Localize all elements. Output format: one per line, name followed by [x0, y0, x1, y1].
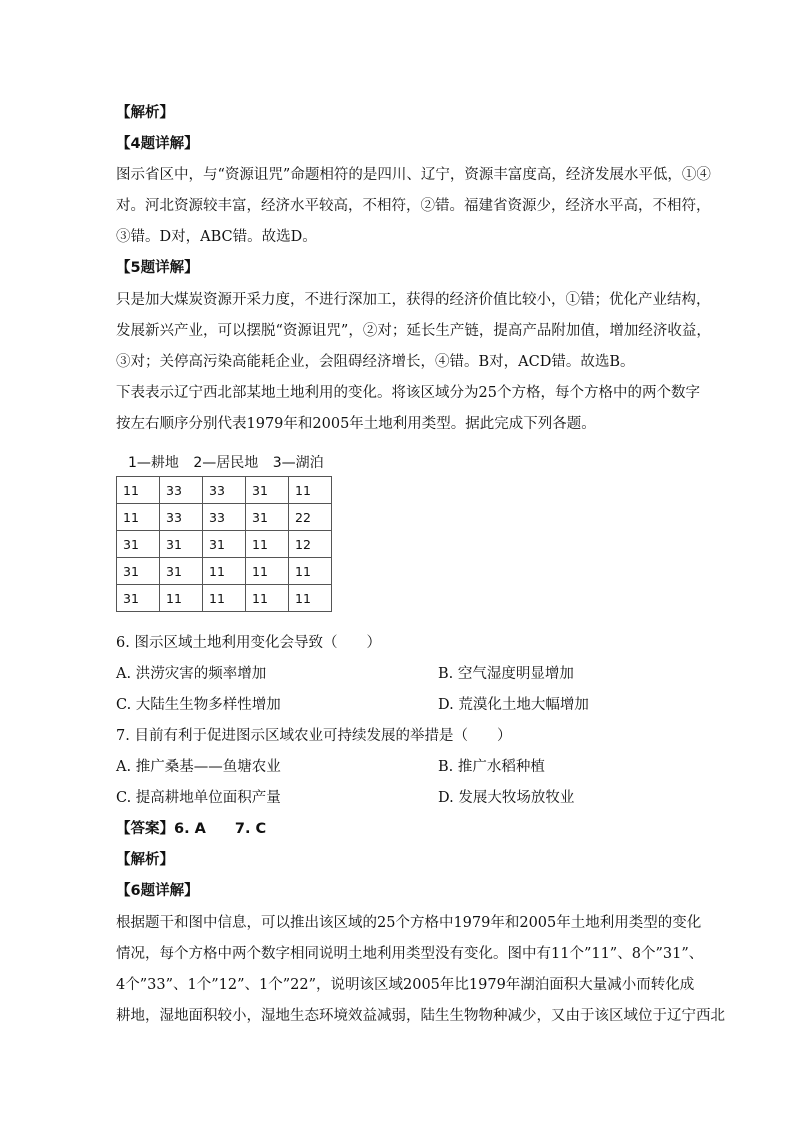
grid-cell: 31	[117, 531, 160, 558]
q6-text-line: 4个”33”、1个”12”、1个”22”，说明该区域2005年比1979年湖泊面积大量减小而转化成	[116, 977, 695, 993]
grid-cell: 33	[160, 477, 203, 504]
grid-row	[117, 477, 332, 504]
intro-line: 下表表示辽宁西北部某地土地利用的变化。将该区域分为25个方格，每个方格中的两个数字	[116, 385, 700, 401]
grid-cell: 11	[289, 558, 332, 585]
legend-item: 1—耕地	[128, 455, 179, 471]
q6-option-b: B. 空气湿度明显增加	[438, 666, 574, 682]
answer-line: 【答案】6. A 7. C	[116, 821, 267, 837]
q6-text-line: 根据题干和图中信息，可以推出该区域的25个方格中1979年和2005年土地利用类型的变化	[116, 915, 702, 931]
q4-text-line: 图示省区中，与“资源诅咒”命题相符的是四川、辽宁，资源丰富度高，经济发展水平低，①④	[116, 167, 711, 183]
q6-detail-heading: 【6题详解】	[116, 883, 199, 899]
grid-cell: 11	[160, 585, 203, 612]
grid-cell: 11	[117, 477, 160, 504]
grid-cell: 22	[289, 504, 332, 531]
grid-cell: 12	[289, 531, 332, 558]
q6-option-c: C. 大陆生生物多样性增加	[116, 697, 281, 713]
grid-row	[117, 504, 332, 531]
q5-detail-heading: 【5题详解】	[116, 260, 199, 276]
grid-row	[117, 585, 332, 612]
grid-row	[117, 558, 332, 585]
q4-text-line: ③错。D对，ABC错。故选D。	[116, 229, 317, 245]
q6-text-line: 耕地，湿地面积较小，湿地生态环境效益减弱，陆生生物物种减少，又由于该区域位于辽宁西北	[116, 1008, 725, 1024]
q5-text-line: 发展新兴产业，可以摆脱“资源诅咒”，②对；延长生产链，提高产品附加值，增加经济收益，	[116, 323, 711, 339]
analysis-heading: 【解析】	[116, 105, 174, 121]
grid-cell: 11	[203, 585, 246, 612]
q6-stem: 6. 图示区域土地利用变化会导致（ ）	[116, 635, 381, 651]
grid-cell: 33	[203, 504, 246, 531]
grid-legend	[128, 452, 334, 472]
grid-cell: 31	[117, 558, 160, 585]
grid-cell: 11	[246, 558, 289, 585]
analysis-heading-2: 【解析】	[116, 852, 174, 868]
grid-cell: 31	[160, 531, 203, 558]
land-use-grid	[116, 476, 332, 612]
legend-item: 3—湖泊	[272, 455, 324, 471]
q6-option-a: A. 洪涝灾害的频率增加	[116, 666, 267, 682]
grid-cell: 31	[246, 504, 289, 531]
q7-option-b: B. 推广水稻种植	[438, 759, 545, 775]
grid-cell: 33	[203, 477, 246, 504]
grid-row	[117, 531, 332, 558]
grid-cell: 31	[160, 558, 203, 585]
grid-cell: 11	[289, 477, 332, 504]
grid-cell: 11	[117, 504, 160, 531]
q7-option-a: A. 推广桑基——鱼塘农业	[116, 759, 281, 775]
grid-cell: 11	[246, 585, 289, 612]
grid-cell: 33	[160, 504, 203, 531]
legend-item: 2—居民地	[193, 455, 259, 471]
q6-text-line: 情况，每个方格中两个数字相同说明土地利用类型没有变化。图中有11个”11”、8个”31”、	[116, 946, 704, 962]
q4-text-line: 对。河北资源较丰富，经济水平较高，不相符，②错。福建省资源少，经济水平高，不相符，	[116, 198, 711, 214]
q4-detail-heading: 【4题详解】	[116, 136, 199, 152]
grid-cell: 11	[289, 585, 332, 612]
grid-cell: 11	[203, 558, 246, 585]
q5-text-line: 只是加大煤炭资源开采力度，不进行深加工，获得的经济价值比较小，①错；优化产业结构，	[116, 292, 711, 308]
q5-text-line: ③对；关停高污染高能耗企业，会阻碍经济增长，④错。B对，ACD错。故选B。	[116, 354, 635, 370]
grid-cell: 31	[246, 477, 289, 504]
intro-line: 按左右顺序分别代表1979年和2005年土地利用类型。据此完成下列各题。	[116, 416, 596, 432]
q7-option-d: D. 发展大牧场放牧业	[438, 790, 575, 806]
grid-cell: 11	[246, 531, 289, 558]
q7-option-c: C. 提高耕地单位面积产量	[116, 790, 281, 806]
q6-option-d: D. 荒漠化土地大幅增加	[438, 697, 589, 713]
grid-cell: 31	[203, 531, 246, 558]
q7-stem: 7. 目前有利于促进图示区域农业可持续发展的举措是（ ）	[116, 728, 512, 744]
grid-cell: 31	[117, 585, 160, 612]
